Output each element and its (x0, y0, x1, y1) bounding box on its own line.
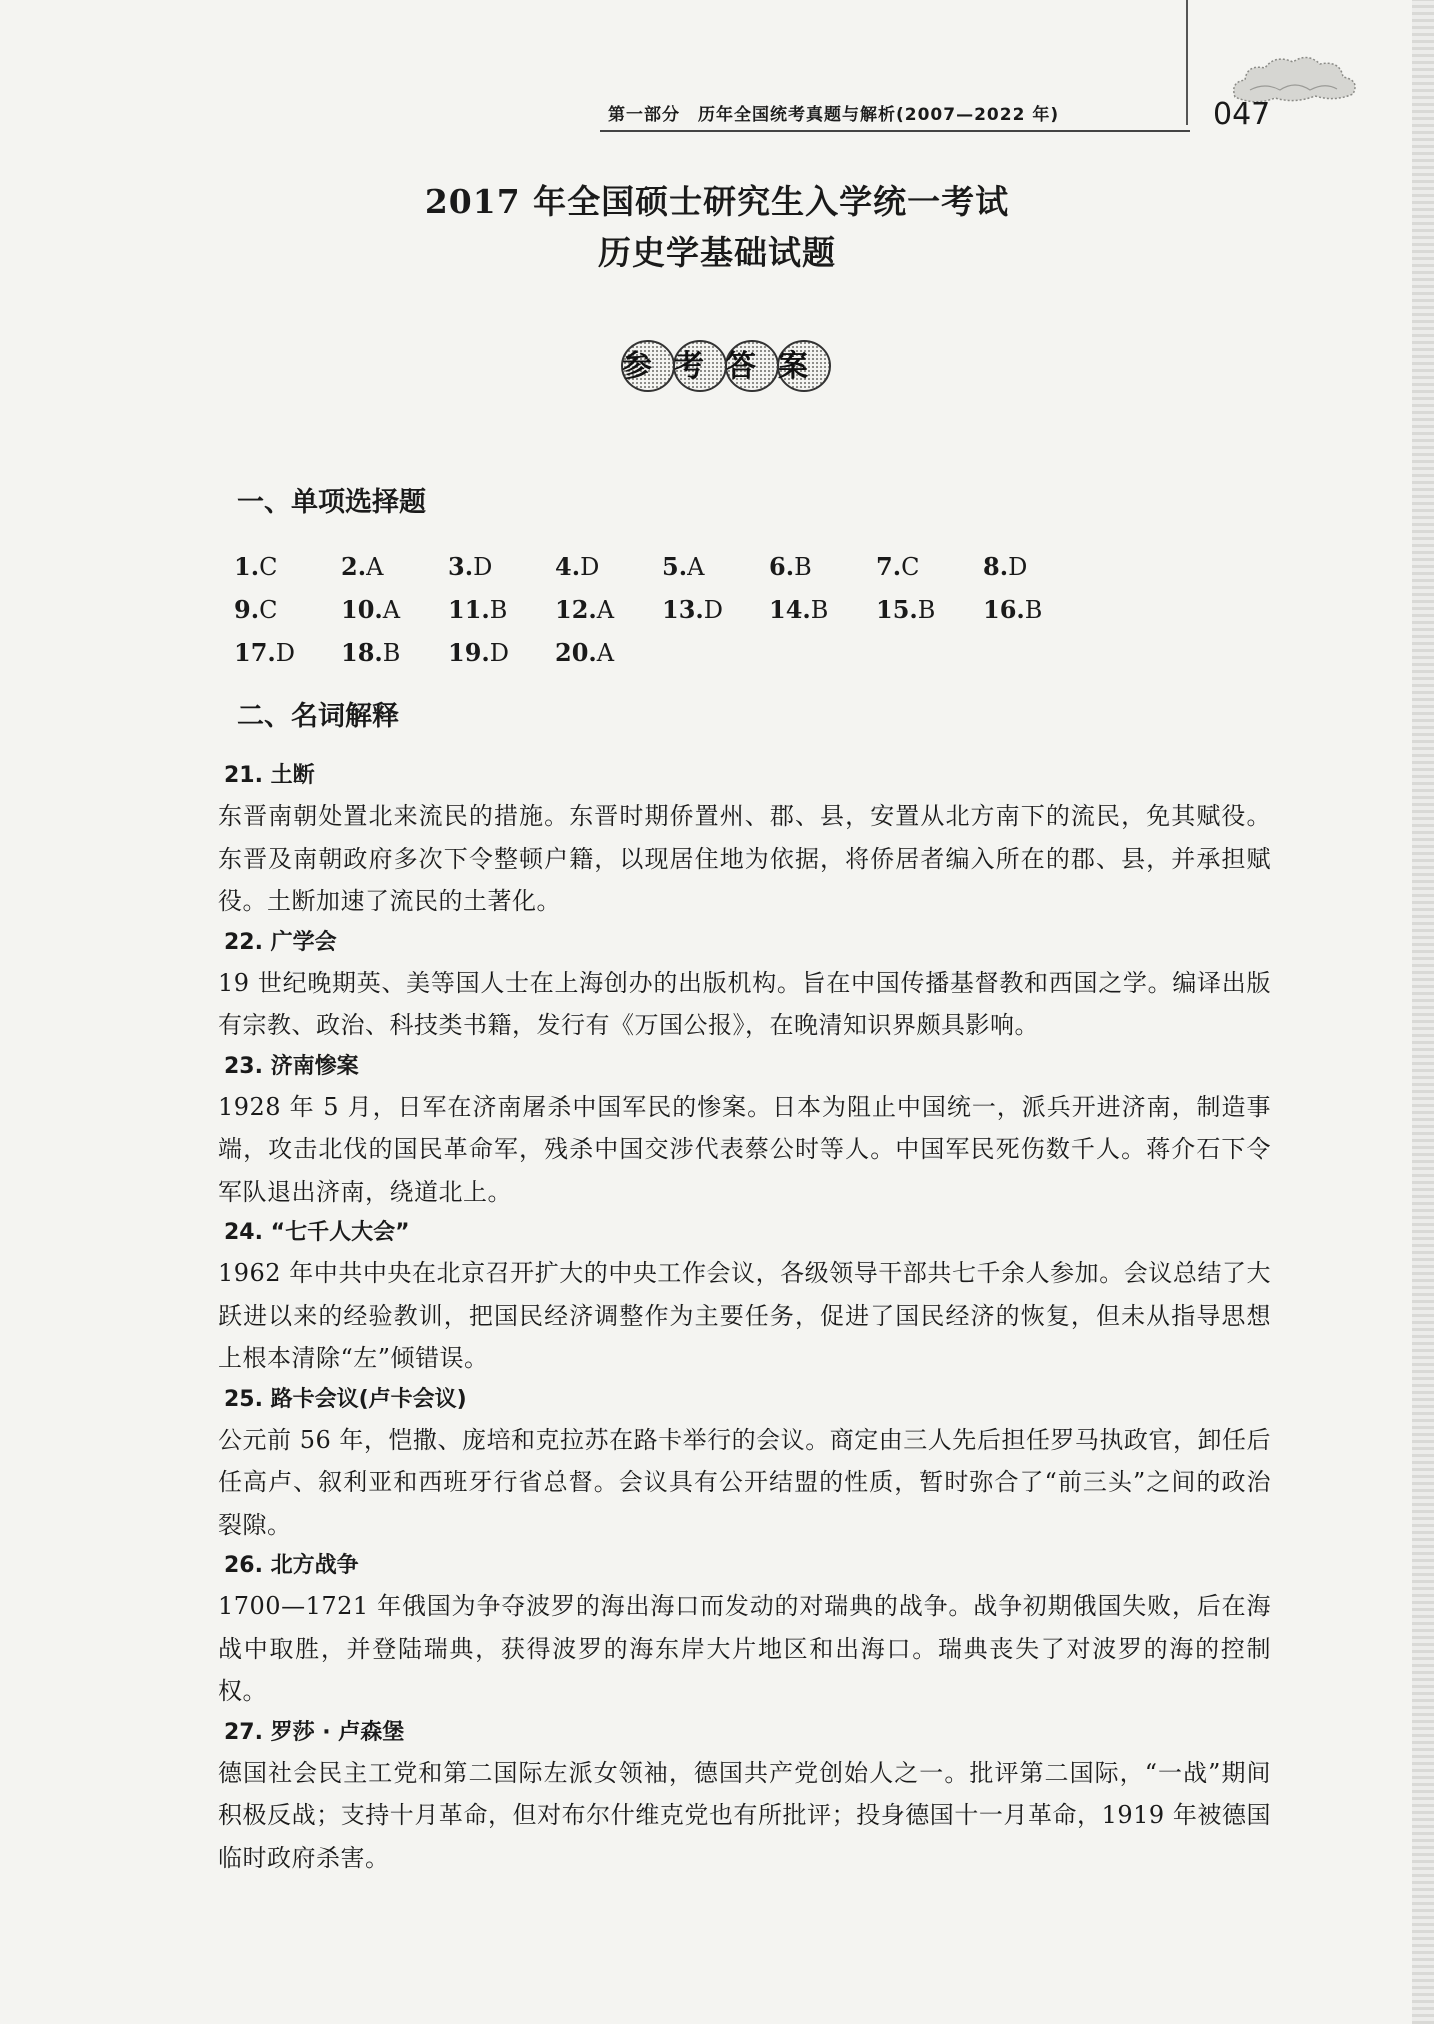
answer-item (448, 595, 555, 624)
page-number: 047 (1213, 97, 1271, 132)
question-number: 16. (983, 595, 1025, 624)
answer-item (448, 552, 555, 581)
answer-letter: D (489, 639, 510, 667)
question-number: 5. (662, 552, 688, 581)
term-definition: 德国社会民主工党和第二国际左派女领袖，德国共产党创始人之一。批评第二国际，“一战”期间积极反战；支持十月革命，但对布尔什维克党也有所批评；投身德国十一月革命，1919 年被德国临时政府杀害。 (218, 1758, 1271, 1872)
answer-item (234, 638, 341, 667)
answer-item (341, 595, 448, 624)
answer-letter: A (382, 596, 401, 624)
term-definition: 1928 年 5 月，日军在济南屠杀中国军民的惨案。日本为阻止中国统一，派兵开进济南，制造事端，攻击北伐的国民革命军，残杀中国交涉代表蔡公时等人。中国军民死伤数千人。蒋介石下令军队退出济南，绕道北上。 (218, 1092, 1271, 1206)
term-definition: 公元前 56 年，恺撒、庞培和克拉苏在路卡举行的会议。商定由三人先后担任罗马执政官，卸任后任高卢、叙利亚和西班牙行省总督。会议具有公开结盟的性质，暂时弥合了“前三头”之间的政治裂隙。 (218, 1425, 1271, 1539)
answer-item (341, 552, 448, 581)
answer-letter: D (275, 639, 296, 667)
question-number: 13. (662, 595, 704, 624)
term-entry (218, 1048, 1271, 1214)
question-number: 18. (341, 638, 383, 667)
page-title: 2017 年全国硕士研究生入学统一考试 (424, 182, 1010, 221)
header-rule (600, 130, 1190, 132)
question-number: 9. (234, 595, 260, 624)
margin-line (1186, 0, 1188, 125)
answer-letter: C (259, 596, 278, 624)
answer-letter: B (489, 596, 508, 624)
answer-item (876, 552, 983, 581)
question-number: 14. (769, 595, 811, 624)
answer-letter: A (687, 553, 705, 581)
term-entry (218, 1381, 1271, 1547)
question-number: 19. (448, 638, 490, 667)
term-entry (218, 1214, 1271, 1380)
answer-letter: D (580, 553, 600, 581)
answer-stamp (620, 338, 840, 394)
answer-item (662, 595, 769, 624)
page-edge-shadow (1412, 0, 1434, 2024)
term-entry (218, 924, 1271, 1047)
question-number: 10. (341, 595, 383, 624)
question-number: 15. (876, 595, 918, 624)
question-number: 7. (876, 552, 902, 581)
answer-row (234, 545, 1090, 588)
answer-row (234, 588, 1090, 631)
answer-letter: A (596, 639, 615, 667)
answer-letter: C (901, 553, 920, 581)
answer-letter: B (382, 639, 401, 667)
answer-item (555, 595, 662, 624)
answer-item (341, 638, 448, 667)
term-definition: 1962 年中共中央在北京召开扩大的中央工作会议，各级领导干部共七千余人参加。会议总结了大跃进以来的经验教训，把国民经济调整作为主要任务，促进了国民经济的恢复，但未从指导思想上根本清除“左”倾错误。 (218, 1259, 1271, 1372)
term-heading: 22. 广学会 (224, 929, 337, 955)
answer-item (234, 595, 341, 624)
stamp-label: 参考答案 (622, 349, 830, 384)
question-number: 2. (341, 552, 367, 581)
answer-letter: D (703, 596, 724, 624)
answer-item (769, 552, 876, 581)
term-entry (218, 757, 1271, 923)
term-heading: 24. “七千人大会” (224, 1220, 410, 1245)
term-entries (218, 757, 1271, 1880)
section-heading-choice: 一、单项选择题 (237, 487, 426, 518)
question-number: 11. (448, 595, 490, 624)
answer-item (555, 638, 662, 667)
answer-letter: C (259, 553, 278, 581)
question-number: 3. (448, 552, 474, 581)
term-entry (218, 1547, 1271, 1713)
answer-letter: B (917, 596, 936, 624)
question-number: 12. (555, 595, 597, 624)
term-heading: 26. 北方战争 (224, 1553, 359, 1578)
question-number: 1. (234, 552, 260, 581)
running-head: 第一部分 历年全国统考真题与解析(2007—2022 年) (608, 105, 1060, 125)
question-number: 17. (234, 638, 276, 667)
question-number: 6. (769, 552, 795, 581)
answer-letter: A (596, 596, 615, 624)
question-number: 4. (555, 552, 581, 581)
answer-letter: B (810, 596, 829, 624)
term-heading: 21. 土断 (224, 763, 315, 788)
answer-letter: B (794, 553, 812, 581)
answer-letter: D (473, 553, 493, 581)
section-heading-terms: 二、名词解释 (237, 701, 399, 732)
answer-grid (234, 545, 1090, 674)
answer-item (662, 552, 769, 581)
answer-row (234, 631, 1090, 674)
answer-item (769, 595, 876, 624)
answer-letter: A (366, 553, 384, 581)
page-subtitle: 历史学基础试题 (598, 233, 836, 272)
question-number: 8. (983, 552, 1009, 581)
question-number: 20. (555, 638, 597, 667)
term-heading: 23. 济南惨案 (224, 1053, 359, 1079)
answer-item (234, 552, 341, 581)
answer-letter: D (1008, 553, 1028, 581)
term-definition: 19 世纪晚期英、美等国人士在上海创办的出版机构。旨在中国传播基督教和西国之学。编译出版有宗教、政治、科技类书籍，发行有《万国公报》，在晚清知识界颇具影响。 (218, 968, 1271, 1039)
answer-item (555, 552, 662, 581)
term-definition: 东晋南朝处置北来流民的措施。东晋时期侨置州、郡、县，安置从北方南下的流民，免其赋役。东晋及南朝政府多次下令整顿户籍，以现居住地为依据，将侨居者编入所在的郡、县，并承担赋役。土断加速了流民的土著化。 (218, 802, 1271, 915)
answer-letter: B (1024, 596, 1043, 624)
answer-item (983, 595, 1090, 624)
answer-item (448, 638, 555, 667)
term-entry (218, 1714, 1271, 1880)
term-heading: 25. 路卡会议(卢卡会议) (224, 1386, 467, 1412)
term-heading: 27. 罗莎 · 卢森堡 (224, 1719, 405, 1745)
answer-item (983, 552, 1090, 581)
term-definition: 1700—1721 年俄国为争夺波罗的海出海口而发动的对瑞典的战争。战争初期俄国失败，后在海战中取胜，并登陆瑞典，获得波罗的海东岸大片地区和出海口。瑞典丧失了对波罗的海的控制权。 (218, 1592, 1271, 1705)
answer-item (876, 595, 983, 624)
